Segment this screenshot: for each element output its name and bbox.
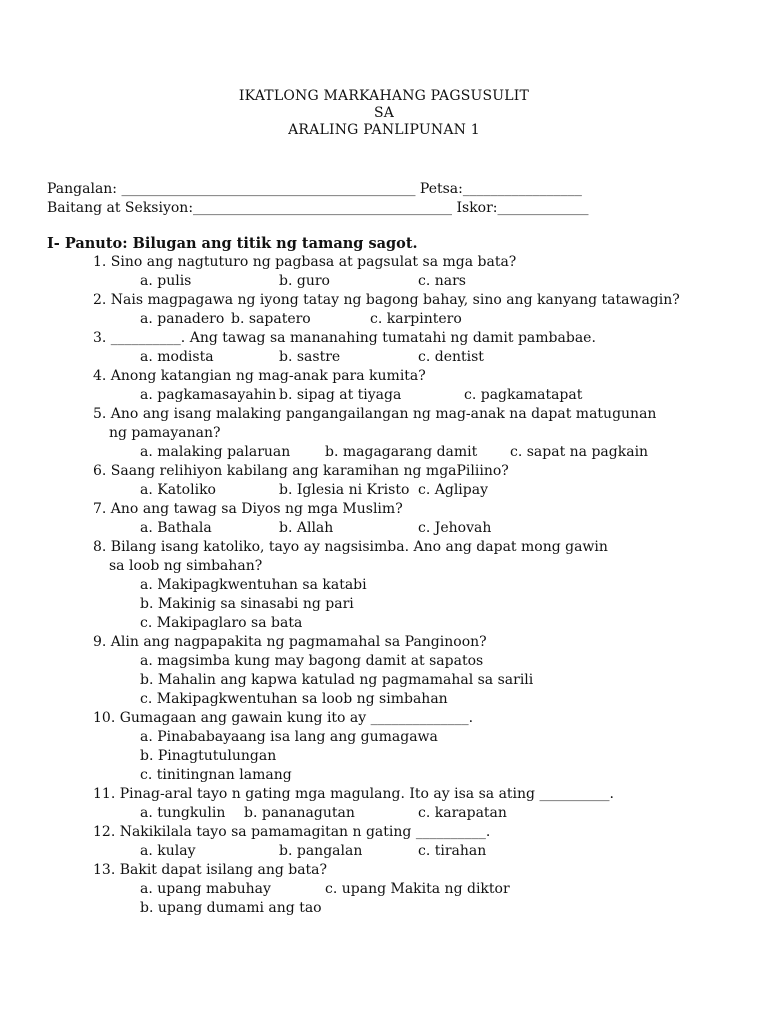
question-11: 11. Pinag-aral tayo n gating mga magulang. Ito ay isa sa ating __________. — [93, 786, 614, 802]
option-b[interactable]: b. sastre — [279, 349, 341, 365]
option-a[interactable]: a. tungkulin — [140, 805, 226, 821]
option-c[interactable]: c. tinitingnan lamang — [140, 767, 292, 783]
option-c[interactable]: c. karapatan — [418, 805, 507, 821]
exam-title-sa: SA — [373, 105, 395, 121]
question-4: 4. Anong katangian ng mag-anak para kumita? — [93, 368, 426, 384]
question-9: 9. Alin ang nagpapakita ng pagmamahal sa Panginoon? — [93, 634, 487, 650]
option-a[interactable]: a. malaking palaruan — [140, 444, 291, 460]
question-2: 2. Nais magpagawa ng iyong tatay ng bagong bahay, sino ang kanyang tatawagin? — [93, 292, 680, 308]
option-c[interactable]: c. karpintero — [370, 311, 462, 327]
question-3: 3. __________. Ang tawag sa mananahing tumatahi ng damit pambabae. — [93, 330, 596, 346]
option-c[interactable]: c. upang Makita ng diktor — [325, 881, 510, 897]
option-a[interactable]: a. modista — [140, 349, 214, 365]
question-10: 10. Gumagaan ang gawain kung ito ay ______________. — [93, 710, 474, 726]
option-c[interactable]: c. Aglipay — [418, 482, 488, 498]
option-b[interactable]: b. Makinig sa sinasabi ng pari — [140, 596, 354, 612]
option-c[interactable]: c. tirahan — [418, 843, 487, 859]
option-c[interactable]: c. pagkamatapat — [464, 387, 583, 403]
option-c[interactable]: c. dentist — [418, 349, 484, 365]
option-c[interactable]: c. nars — [418, 273, 466, 289]
question-5-continued: ng pamayanan? — [109, 425, 221, 441]
option-a[interactable]: a. pagkamasayahin — [140, 387, 277, 403]
option-b[interactable]: b. upang dumami ang tao — [140, 900, 322, 916]
option-b[interactable]: b. guro — [279, 273, 330, 289]
question-6: 6. Saang relihiyon kabilang ang karamihan ng mgaPiliino? — [93, 463, 509, 479]
option-a[interactable]: a. upang mabuhay — [140, 881, 271, 897]
option-c[interactable]: c. Makipaglaro sa bata — [140, 615, 303, 631]
option-b[interactable]: b. magagarang damit — [325, 444, 478, 460]
option-a[interactable]: a. Katoliko — [140, 482, 216, 498]
section-score-field[interactable]: Baitang at Seksiyon:_____________________________________ Iskor:_____________ — [47, 200, 589, 216]
option-a[interactable]: a. pulis — [140, 273, 192, 289]
option-a[interactable]: a. Makipagkwentuhan sa katabi — [140, 577, 367, 593]
question-12: 12. Nakikilala tayo sa pamamagitan n gating __________. — [93, 824, 491, 840]
question-1: 1. Sino ang nagtuturo ng pagbasa at pagsulat sa mga bata? — [93, 254, 517, 270]
exam-title: IKATLONG MARKAHANG PAGSUSULIT — [238, 88, 530, 104]
option-b[interactable]: b. sapatero — [231, 311, 311, 327]
name-date-field[interactable]: Pangalan: __________________________________________ Petsa:_________________ — [47, 181, 582, 197]
option-a[interactable]: a. magsimba kung may bagong damit at sapatos — [140, 653, 484, 669]
question-8-continued: sa loob ng simbahan? — [109, 558, 263, 574]
option-c[interactable]: c. Jehovah — [418, 520, 492, 536]
option-b[interactable]: b. pananagutan — [244, 805, 355, 821]
option-b[interactable]: b. Allah — [279, 520, 334, 536]
option-c[interactable]: c. sapat na pagkain — [510, 444, 649, 460]
option-a[interactable]: a. Pinababayaang isa lang ang gumagawa — [140, 729, 438, 745]
option-b[interactable]: b. sipag at tiyaga — [279, 387, 402, 403]
question-5: 5. Ano ang isang malaking pangangailangan ng mag-anak na dapat matugunan — [93, 406, 657, 422]
option-c[interactable]: c. Makipagkwentuhan sa loob ng simbahan — [140, 691, 448, 707]
option-b[interactable]: b. Mahalin ang kapwa katulad ng pagmamahal sa sarili — [140, 672, 534, 688]
instructions: I- Panuto: Bilugan ang titik ng tamang sagot. — [47, 235, 418, 252]
option-b[interactable]: b. Pinagtutulungan — [140, 748, 277, 764]
exam-subject: ARALING PANLIPUNAN 1 — [288, 122, 480, 138]
option-b[interactable]: b. Iglesia ni Kristo — [279, 482, 410, 498]
option-b[interactable]: b. pangalan — [279, 843, 363, 859]
option-a[interactable]: a. Bathala — [140, 520, 212, 536]
option-a[interactable]: a. kulay — [140, 843, 196, 859]
option-a[interactable]: a. panadero — [140, 311, 225, 327]
question-8: 8. Bilang isang katoliko, tayo ay nagsisimba. Ano ang dapat mong gawin — [93, 539, 608, 555]
question-13: 13. Bakit dapat isilang ang bata? — [93, 862, 328, 878]
question-7: 7. Ano ang tawag sa Diyos ng mga Muslim? — [93, 501, 403, 517]
